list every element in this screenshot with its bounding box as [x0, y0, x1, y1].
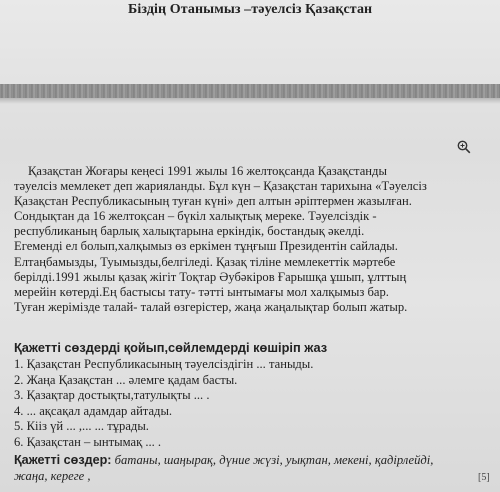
task-item: 3. Қазақтар достықты,татулықты ... .: [14, 388, 210, 403]
paragraph-line: республиканың барлық халықтарына еркіндік, бостандық әкелді.: [14, 224, 365, 239]
main-paragraph: [14, 164, 486, 315]
paragraph-line: берілді.1991 жылы қазақ жігіт Тоқтар Әубәкіров Ғарышқа ұшып, ұлттың: [14, 269, 407, 284]
required-words-label: Қажетті сөздер:: [14, 453, 112, 467]
paragraph-line: Туған жерімізде талай- талай өзгерістер, жаңа жаңалықтар болып жатыр.: [14, 299, 408, 314]
paragraph-line: Егеменді ел болып,халқымыз өз еркімен тұңғыш Президентін сайлады.: [14, 239, 398, 254]
task-item: 6. Қазақстан – ынтымақ ... .: [14, 434, 162, 449]
paragraph-line: Сондықтан да 16 желтоқсан – бүкіл халықтық мереке. Тәуелсіздік -: [14, 209, 377, 224]
task-list: [14, 357, 486, 451]
paragraph-line: мерейін көтерді.Ең бастысы тату- тәтті ынтымағы мол халқымыз бар.: [14, 284, 389, 299]
task-item: 1. Қазақстан Республикасының тәуелсіздігін ... таныды.: [14, 357, 314, 371]
paragraph-line: Қазақстан Республикасының туған күні» деп алтын әріптермен жазылған.: [14, 194, 412, 209]
task-item: 2. Жаңа Қазақстан ... әлемге қадам басты.: [14, 372, 238, 387]
required-words-list-continued: жаңа, кереге ,: [14, 469, 91, 483]
section-divider: [0, 84, 500, 98]
task-item: 4. ... ақсақал адамдар айтады.: [14, 403, 173, 418]
divider-shadow: [0, 98, 500, 104]
paragraph-line: тәуелсіз мемлекет деп жарияланды. Бұл күн – Қазақстан тарихына «Тәуелсіз: [14, 179, 427, 194]
zoom-in-icon[interactable]: [457, 140, 471, 154]
task-item: 5. Кііз үй ... ,... ... тұрады.: [14, 419, 149, 434]
task-heading: Қажетті сөздерді қойып,сөйлемдерді көшіріп жаз: [14, 340, 328, 355]
document-title: Біздің Отанымыз –тәуелсіз Қазақстан: [128, 2, 373, 17]
required-words: [14, 452, 494, 484]
page-number: [5]: [478, 472, 490, 483]
required-words-list: батаны, шаңырақ, дүние жүзі, уықтан, мекені, қадірлейді,: [111, 453, 434, 467]
paragraph-line: Қазақстан Жоғары кеңесі 1991 жылы 16 желтоқсанда Қазақстанды: [28, 164, 387, 178]
paragraph-line: Елтаңбамызды, Туымызды,белгіледі. Қазақ тіліне мемлекеттік мәртебе: [14, 254, 396, 269]
